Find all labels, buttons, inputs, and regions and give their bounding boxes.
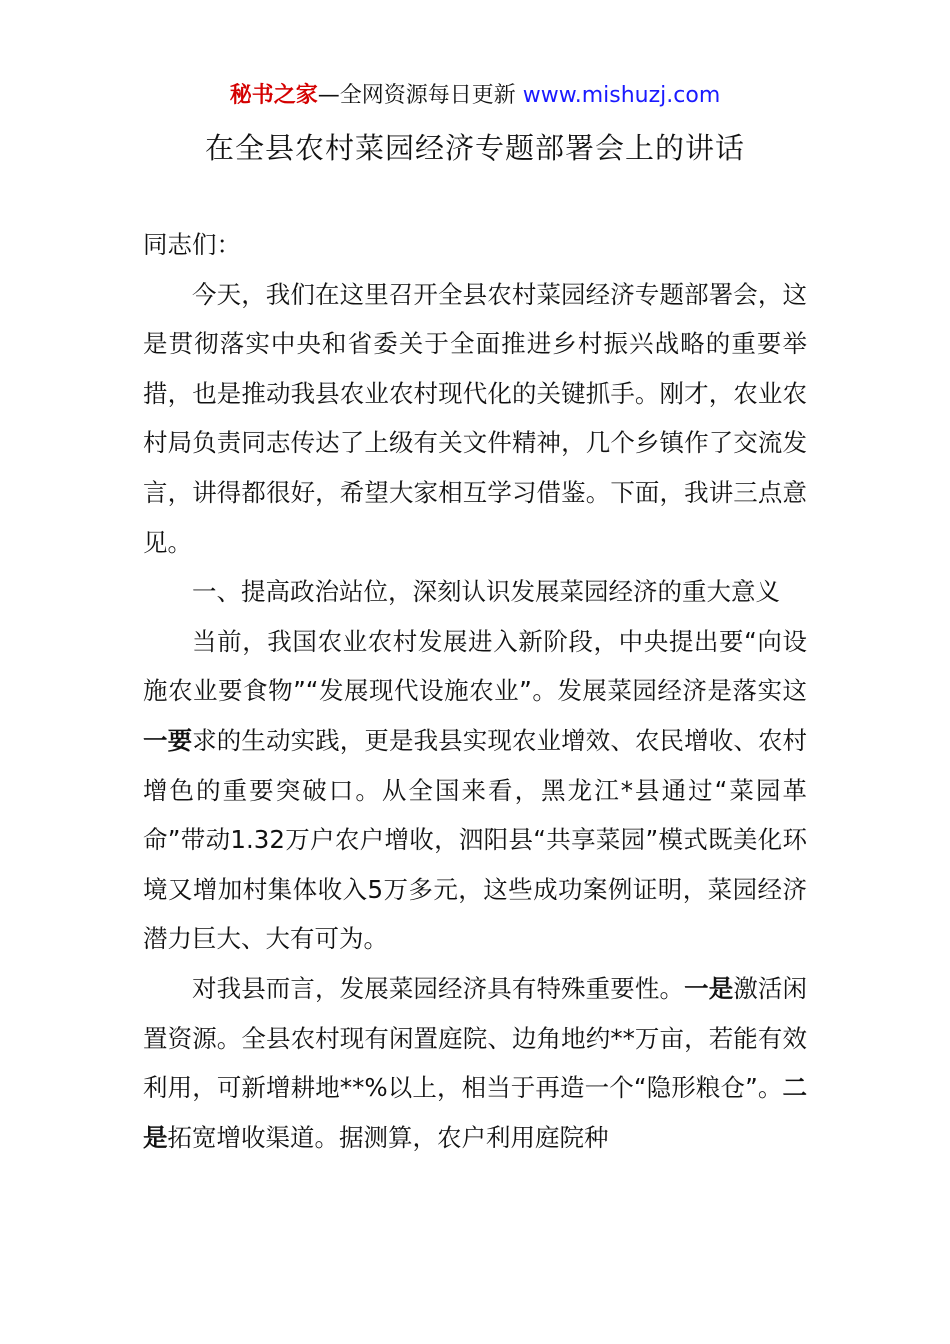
paragraph-text: 对我县而言，发展菜园经济具有特殊重要性。	[192, 973, 685, 1003]
paragraph-local-importance	[143, 964, 807, 1162]
document-title: 在全县农村菜园经济专题部署会上的讲话	[204, 131, 745, 165]
site-url-link[interactable]: www.mishuzj.com	[522, 83, 721, 108]
section-heading-1: 一、提高政治站位，深刻认识发展菜园经济的重大意义	[192, 577, 780, 607]
site-tagline: —全网资源每日更新	[317, 83, 516, 108]
paragraph-text: 求的生动实践，更是我县实现农业增效、农民增收、农村增色的重要突破口。从全国来看，黑龙江*县通过“菜园革命”带动1.32万户农户增收，泗阳县“共享菜园”模式既美化环境又增加村集体收入5万多元，这些成功案例证明，菜园经济潜力巨大、大有可为。	[143, 725, 808, 954]
paragraph-intro: 今天，我们在这里召开全县农村菜园经济专题部署会，这是贯彻落实中央和省委关于全面推进乡村振兴战略的重要举措，也是推动我县农业农村现代化的关键抓手。刚才，农业农村局负责同志传达了上级有关文件精神，几个乡镇作了交流发言，讲得都很好，希望大家相互学习借鉴。下面，我讲三点意见。	[143, 279, 807, 557]
bold-text: 二是	[143, 1073, 807, 1152]
site-brand: 秘书之家	[229, 83, 318, 108]
bold-text: 一要	[143, 725, 193, 755]
site-header	[0, 80, 950, 112]
document-body	[143, 220, 807, 1162]
paragraph-significance	[143, 617, 807, 964]
bold-text: 一是	[684, 973, 734, 1003]
paragraph-text: 激活闲置资源。全县农村现有闲置庭院、边角地约**万亩，若能有效利用，可新增耕地**%以上，相当于再造一个“隐形粮仓”。	[143, 973, 808, 1103]
salutation: 同志们：	[143, 230, 241, 259]
paragraph-text: 当前，我国农业农村发展进入新阶段，中央提出要“向设施农业要食物”“发展现代设施农业”。发展菜园经济是落实这	[143, 626, 807, 706]
paragraph-text: 拓宽增收渠道。据测算，农户利用庭院种	[167, 1122, 609, 1152]
